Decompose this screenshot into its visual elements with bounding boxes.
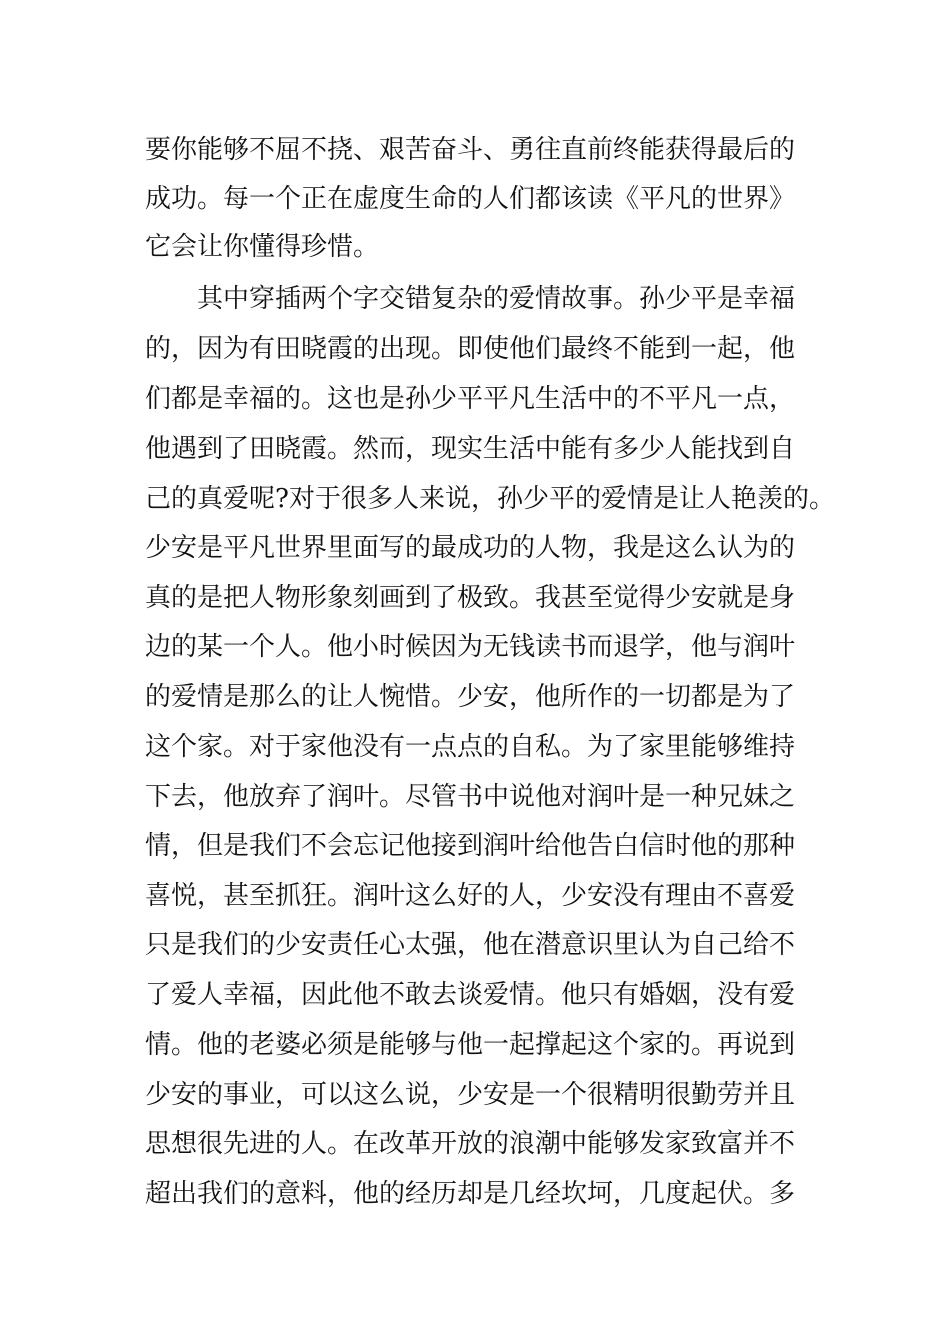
text-line-21: 思想很先进的人。在改革开放的浪潮中能够发家致富并不 [145,1129,796,1159]
text-line-15: 情，但是我们不会忘记他接到润叶给他告白信时他的那种 [145,831,796,861]
text-line-20: 少安的事业，可以这么说，少安是一个很精明很勤劳并且 [145,1080,796,1110]
text-line-5: 的，因为有田晓霞的出现。即使他们最终不能到一起，他 [145,334,796,364]
text-line-16: 喜悦，甚至抓狂。润叶这么好的人，少安没有理由不喜爱 [145,881,796,911]
text-line-7: 他遇到了田晓霞。然而，现实生活中能有多少人能找到自 [145,434,796,464]
text-line-10: 真的是把人物形象刻画到了极致。我甚至觉得少安就是身 [145,583,796,613]
text-line-19: 情。他的老婆必须是能够与他一起撑起这个家的。再说到 [145,1030,796,1060]
text-line-11: 边的某一个人。他小时候因为无钱读书而退学，他与润叶 [145,632,796,662]
text-line-13: 这个家。对于家他没有一点点的自私。为了家里能够维持 [145,732,796,762]
text-line-17: 只是我们的少安责任心太强，他在潜意识里认为自己给不 [145,930,796,960]
text-line-12: 的爱情是那么的让人惋惜。少安，他所作的一切都是为了 [145,682,796,712]
text-line-9: 少安是平凡世界里面写的最成功的人物，我是这么认为的 [145,533,796,563]
text-line-22: 超出我们的意料，他的经历却是几经坎坷，几度起伏。多 [145,1179,796,1209]
text-line-2: 成功。每一个正在虚度生命的人们都该读《平凡的世界》 [145,184,796,214]
text-line-18: 了爱人幸福，因此他不敢去谈爱情。他只有婚姻，没有爱 [145,980,796,1010]
text-line-3: 它会让你懂得珍惜。 [145,232,380,262]
paragraph-start-line: 其中穿插两个字交错复杂的爱情故事。孙少平是幸福 [197,284,796,314]
text-line-1: 要你能够不屈不挠、艰苦奋斗、勇往直前终能获得最后的 [145,135,796,165]
text-line-8: 己的真爱呢?对于很多人来说，孙少平的爱情是让人艳羡的。 [145,484,835,514]
text-line-14: 下去，他放弃了润叶。尽管书中说他对润叶是一种兄妹之 [145,782,796,812]
text-line-6: 们都是幸福的。这也是孙少平平凡生活中的不平凡一点， [145,384,796,414]
